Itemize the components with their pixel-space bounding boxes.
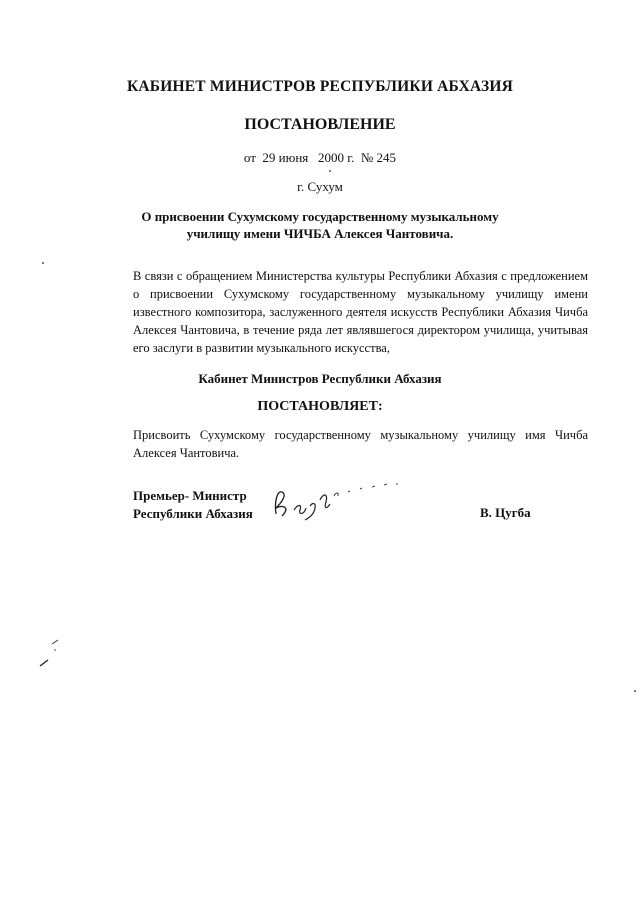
subject-block — [0, 208, 640, 242]
subject-line-2: училищу имени ЧИЧБА Алексея Чантовича. — [186, 226, 454, 241]
resolves-heading: ПОСТАНОВЛЯЕТ: — [257, 399, 383, 414]
date-and-number: от 29 июня 2000 г. № 245 — [243, 150, 397, 165]
signatory-title — [133, 487, 253, 523]
scan-speck — [634, 690, 636, 692]
subject-line-1: О присвоении Сухумскому государственному музыкальному — [141, 209, 499, 224]
paragraph-resolution — [133, 426, 588, 462]
signatory-title-line-1: Премьер- Министр — [133, 488, 247, 503]
paragraph-preamble — [133, 267, 588, 357]
organization-heading: КАБИНЕТ МИНИСТРОВ РЕСПУБЛИКИ АБХАЗИЯ — [126, 78, 514, 95]
scan-speck — [42, 262, 44, 264]
margin-marks — [30, 630, 70, 680]
signatory-title-line-2: Республики Абхазия — [133, 506, 253, 521]
document-type-heading: ПОСТАНОВЛЕНИЕ — [244, 116, 396, 133]
handwritten-signature — [268, 470, 418, 530]
cabinet-line: Кабинет Министров Республики Абхазия — [198, 371, 442, 386]
city-line: г. Сухум — [297, 179, 343, 194]
paragraph-resolution-text: Присвоить Сухумскому государственному музыкальному училищу имя Чичба Алексея Чантовича. — [133, 428, 588, 460]
scan-speck — [329, 170, 331, 172]
paragraph-preamble-text: В связи с обращением Министерства культуры Республики Абхазия с предложением о присвоении Сухумскому государственному музыкальному училищу имени известного композитора, заслуженного деятеля искусств Республики Абхазия Чичба Алексея Чантовича, в течение ряда лет являвшегося директором училища, учитывая его заслуги в развитии музыкального искусства, — [133, 269, 588, 355]
signatory-name: В. Цугба — [480, 505, 531, 520]
